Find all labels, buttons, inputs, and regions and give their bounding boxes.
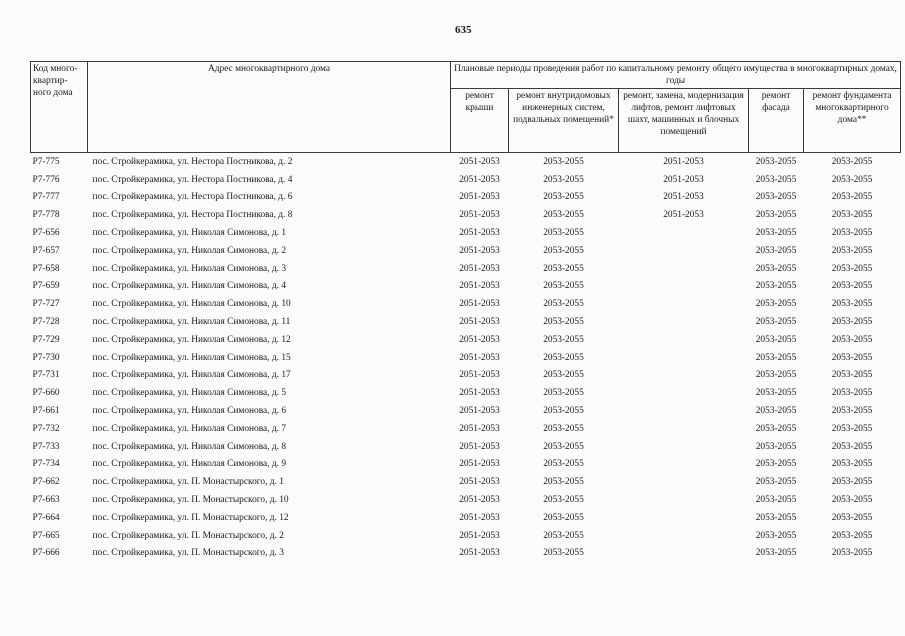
cell-roof: 2051-2053 [459,156,500,167]
table-row [31,295,901,313]
cell-engineering: 2053-2055 [543,192,584,203]
table-row [31,473,901,491]
cell-code: Р7-730 [32,352,60,363]
cell-facade: 2053-2055 [755,512,797,523]
page-number: 635 [455,24,472,36]
cell-foundation: 2053-2055 [831,156,873,167]
cell-elevators [619,349,749,367]
cell-roof: 2051-2053 [459,192,500,203]
table-row [31,420,901,438]
cell-foundation: 2053-2055 [831,459,873,470]
cell-foundation: 2053-2055 [831,317,873,328]
cell-engineering: 2053-2055 [543,406,584,417]
cell-code: Р7-656 [32,228,60,239]
header-code: Код много-квартир-ного дома [31,62,88,153]
table-row [31,402,901,420]
cell-code: Р7-661 [32,406,60,417]
cell-address: пос. Стройкерамика, ул. П. Монастырского, д. 3 [92,548,284,559]
cell-code: Р7-777 [32,192,60,203]
cell-facade: 2053-2055 [755,388,797,399]
cell-facade: 2053-2055 [755,245,797,256]
header-roof: ремонт крыши [451,89,509,153]
cell-address: пос. Стройкерамика, ул. Николая Симонова, д. 10 [92,299,291,310]
cell-code: Р7-664 [32,512,60,523]
cell-foundation: 2053-2055 [831,530,873,541]
cell-elevators: 2051-2053 [663,192,704,203]
cell-foundation: 2053-2055 [831,495,873,506]
cell-roof: 2051-2053 [459,548,500,559]
cell-elevators [619,473,749,491]
cell-foundation: 2053-2055 [831,245,873,256]
cell-roof: 2051-2053 [459,245,500,256]
cell-elevators [619,491,749,509]
cell-facade: 2053-2055 [755,441,797,452]
table-row [31,545,901,563]
cell-facade: 2053-2055 [755,548,797,559]
cell-roof: 2051-2053 [459,228,500,239]
cell-engineering: 2053-2055 [543,174,584,185]
table-row [31,384,901,402]
table-row [31,260,901,278]
cell-engineering: 2053-2055 [543,388,584,399]
cell-code: Р7-728 [32,317,60,328]
cell-address: пос. Стройкерамика, ул. Николая Симонова, д. 2 [92,245,287,256]
cell-elevators [619,367,749,385]
cell-roof: 2051-2053 [459,210,500,221]
header-foundation: ремонт фундамента многоквартирного дома** [804,89,901,153]
cell-code: Р7-660 [32,388,60,399]
cell-engineering: 2053-2055 [543,245,584,256]
cell-address: пос. Стройкерамика, ул. Нестора Постникова, д. 8 [92,210,293,221]
cell-address: пос. Стройкерамика, ул. Нестора Постникова, д. 6 [92,192,293,203]
cell-foundation: 2053-2055 [831,388,873,399]
cell-facade: 2053-2055 [755,263,797,274]
cell-address: пос. Стройкерамика, ул. Николая Симонова, д. 8 [92,441,287,452]
cell-engineering: 2053-2055 [543,477,584,488]
cell-foundation: 2053-2055 [831,210,873,221]
cell-foundation: 2053-2055 [831,281,873,292]
cell-address: пос. Стройкерамика, ул. Николая Симонова, д. 9 [92,459,287,470]
cell-code: Р7-734 [32,459,60,470]
cell-elevators [619,402,749,420]
cell-address: пос. Стройкерамика, ул. Николая Симонова, д. 15 [92,352,291,363]
cell-roof: 2051-2053 [459,334,500,345]
cell-elevators [619,313,749,331]
cell-elevators [619,545,749,563]
cell-code: Р7-659 [32,281,60,292]
cell-facade: 2053-2055 [755,459,797,470]
cell-elevators [619,420,749,438]
cell-elevators [619,242,749,260]
cell-facade: 2053-2055 [755,406,797,417]
cell-facade: 2053-2055 [755,495,797,506]
cell-roof: 2051-2053 [459,263,500,274]
cell-facade: 2053-2055 [755,423,797,434]
cell-engineering: 2053-2055 [543,281,584,292]
cell-address: пос. Стройкерамика, ул. П. Монастырского, д. 1 [92,477,284,488]
cell-engineering: 2053-2055 [543,352,584,363]
cell-roof: 2051-2053 [459,299,500,310]
cell-facade: 2053-2055 [755,210,797,221]
cell-elevators [619,384,749,402]
cell-elevators [619,295,749,313]
table-row [31,153,901,171]
header-periods: Плановые периоды проведения работ по капитальному ремонту общего имущества в многоквартирных домах, годы [451,62,901,89]
cell-engineering: 2053-2055 [543,228,584,239]
table-row [31,313,901,331]
cell-foundation: 2053-2055 [831,174,873,185]
cell-elevators [619,456,749,474]
cell-roof: 2051-2053 [459,406,500,417]
table-row [31,367,901,385]
cell-elevators [619,438,749,456]
cell-elevators: 2051-2053 [663,210,704,221]
table-row [31,224,901,242]
cell-address: пос. Стройкерамика, ул. Николая Симонова, д. 5 [92,388,287,399]
table-row [31,527,901,545]
cell-roof: 2051-2053 [459,441,500,452]
cell-elevators [619,527,749,545]
cell-foundation: 2053-2055 [831,299,873,310]
cell-foundation: 2053-2055 [831,370,873,381]
cell-roof: 2051-2053 [459,388,500,399]
repair-schedule-table [30,61,901,562]
cell-roof: 2051-2053 [459,423,500,434]
cell-code: Р7-732 [32,423,60,434]
cell-code: Р7-731 [32,370,60,381]
cell-roof: 2051-2053 [459,317,500,328]
header-elevators: ремонт, замена, модернизация лифтов, ремонт лифтовых шахт, машинных и блочных помещений [619,89,749,153]
cell-code: Р7-665 [32,530,60,541]
cell-code: Р7-666 [32,548,60,559]
cell-foundation: 2053-2055 [831,352,873,363]
cell-address: пос. Стройкерамика, ул. Нестора Постникова, д. 4 [92,174,293,185]
cell-address: пос. Стройкерамика, ул. Николая Симонова, д. 7 [92,423,287,434]
cell-address: пос. Стройкерамика, ул. П. Монастырского, д. 12 [92,512,289,523]
table-row [31,206,901,224]
cell-roof: 2051-2053 [459,512,500,523]
cell-foundation: 2053-2055 [831,548,873,559]
cell-facade: 2053-2055 [755,299,797,310]
cell-address: пос. Стройкерамика, ул. Нестора Постникова, д. 2 [92,156,293,167]
cell-foundation: 2053-2055 [831,477,873,488]
cell-roof: 2051-2053 [459,459,500,470]
header-address: Адрес многоквартирного дома [88,62,451,153]
cell-address: пос. Стройкерамика, ул. Николая Симонова, д. 12 [92,334,291,345]
cell-code: Р7-775 [32,156,60,167]
cell-roof: 2051-2053 [459,352,500,363]
cell-facade: 2053-2055 [755,281,797,292]
cell-foundation: 2053-2055 [831,406,873,417]
cell-facade: 2053-2055 [755,530,797,541]
cell-roof: 2051-2053 [459,370,500,381]
cell-code: Р7-727 [32,299,60,310]
cell-facade: 2053-2055 [755,334,797,345]
table-row [31,456,901,474]
cell-facade: 2053-2055 [755,228,797,239]
cell-facade: 2053-2055 [755,174,797,185]
cell-address: пос. Стройкерамика, ул. Николая Симонова, д. 1 [92,228,287,239]
cell-facade: 2053-2055 [755,477,797,488]
table-row [31,491,901,509]
cell-roof: 2051-2053 [459,477,500,488]
cell-facade: 2053-2055 [755,352,797,363]
cell-facade: 2053-2055 [755,317,797,328]
cell-engineering: 2053-2055 [543,299,584,310]
cell-code: Р7-729 [32,334,60,345]
table-row [31,189,901,207]
table-body [31,153,901,563]
cell-engineering: 2053-2055 [543,548,584,559]
table-row [31,438,901,456]
header-engineering: ремонт внутридомовых инженерных систем, подвальных помещений* [509,89,619,153]
cell-roof: 2051-2053 [459,174,500,185]
cell-address: пос. Стройкерамика, ул. П. Монастырского, д. 10 [92,495,289,506]
cell-elevators [619,509,749,527]
cell-engineering: 2053-2055 [543,512,584,523]
cell-elevators [619,278,749,296]
cell-facade: 2053-2055 [755,192,797,203]
cell-foundation: 2053-2055 [831,423,873,434]
cell-foundation: 2053-2055 [831,334,873,345]
cell-code: Р7-778 [32,210,60,221]
cell-foundation: 2053-2055 [831,263,873,274]
cell-elevators: 2051-2053 [663,174,704,185]
cell-foundation: 2053-2055 [831,228,873,239]
cell-facade: 2053-2055 [755,156,797,167]
cell-facade: 2053-2055 [755,370,797,381]
cell-engineering: 2053-2055 [543,459,584,470]
cell-engineering: 2053-2055 [543,263,584,274]
cell-roof: 2051-2053 [459,530,500,541]
table-row [31,278,901,296]
cell-code: Р7-733 [32,441,60,452]
cell-address: пос. Стройкерамика, ул. Николая Симонова, д. 4 [92,281,287,292]
cell-address: пос. Стройкерамика, ул. Николая Симонова, д. 6 [92,406,287,417]
cell-code: Р7-662 [32,477,60,488]
cell-engineering: 2053-2055 [543,423,584,434]
cell-engineering: 2053-2055 [543,210,584,221]
cell-address: пос. Стройкерамика, ул. Николая Симонова, д. 11 [92,317,291,328]
table-header [31,62,901,153]
cell-code: Р7-658 [32,263,60,274]
cell-code: Р7-657 [32,245,60,256]
cell-engineering: 2053-2055 [543,156,584,167]
cell-foundation: 2053-2055 [831,512,873,523]
cell-engineering: 2053-2055 [543,317,584,328]
cell-engineering: 2053-2055 [543,495,584,506]
table-row [31,171,901,189]
cell-address: пос. Стройкерамика, ул. П. Монастырского, д. 2 [92,530,284,541]
cell-foundation: 2053-2055 [831,441,873,452]
cell-roof: 2051-2053 [459,281,500,292]
cell-elevators [619,224,749,242]
cell-foundation: 2053-2055 [831,192,873,203]
cell-engineering: 2053-2055 [543,334,584,345]
table-row [31,242,901,260]
table-row [31,509,901,527]
cell-elevators: 2051-2053 [663,156,704,167]
table-row [31,349,901,367]
cell-roof: 2051-2053 [459,495,500,506]
cell-engineering: 2053-2055 [543,441,584,452]
cell-elevators [619,260,749,278]
header-facade: ремонт фасада [749,89,804,153]
cell-code: Р7-663 [32,495,60,506]
table-row [31,331,901,349]
cell-address: пос. Стройкерамика, ул. Николая Симонова, д. 17 [92,370,291,381]
cell-code: Р7-776 [32,174,60,185]
cell-engineering: 2053-2055 [543,530,584,541]
cell-elevators [619,331,749,349]
cell-engineering: 2053-2055 [543,370,584,381]
cell-address: пос. Стройкерамика, ул. Николая Симонова, д. 3 [92,263,287,274]
